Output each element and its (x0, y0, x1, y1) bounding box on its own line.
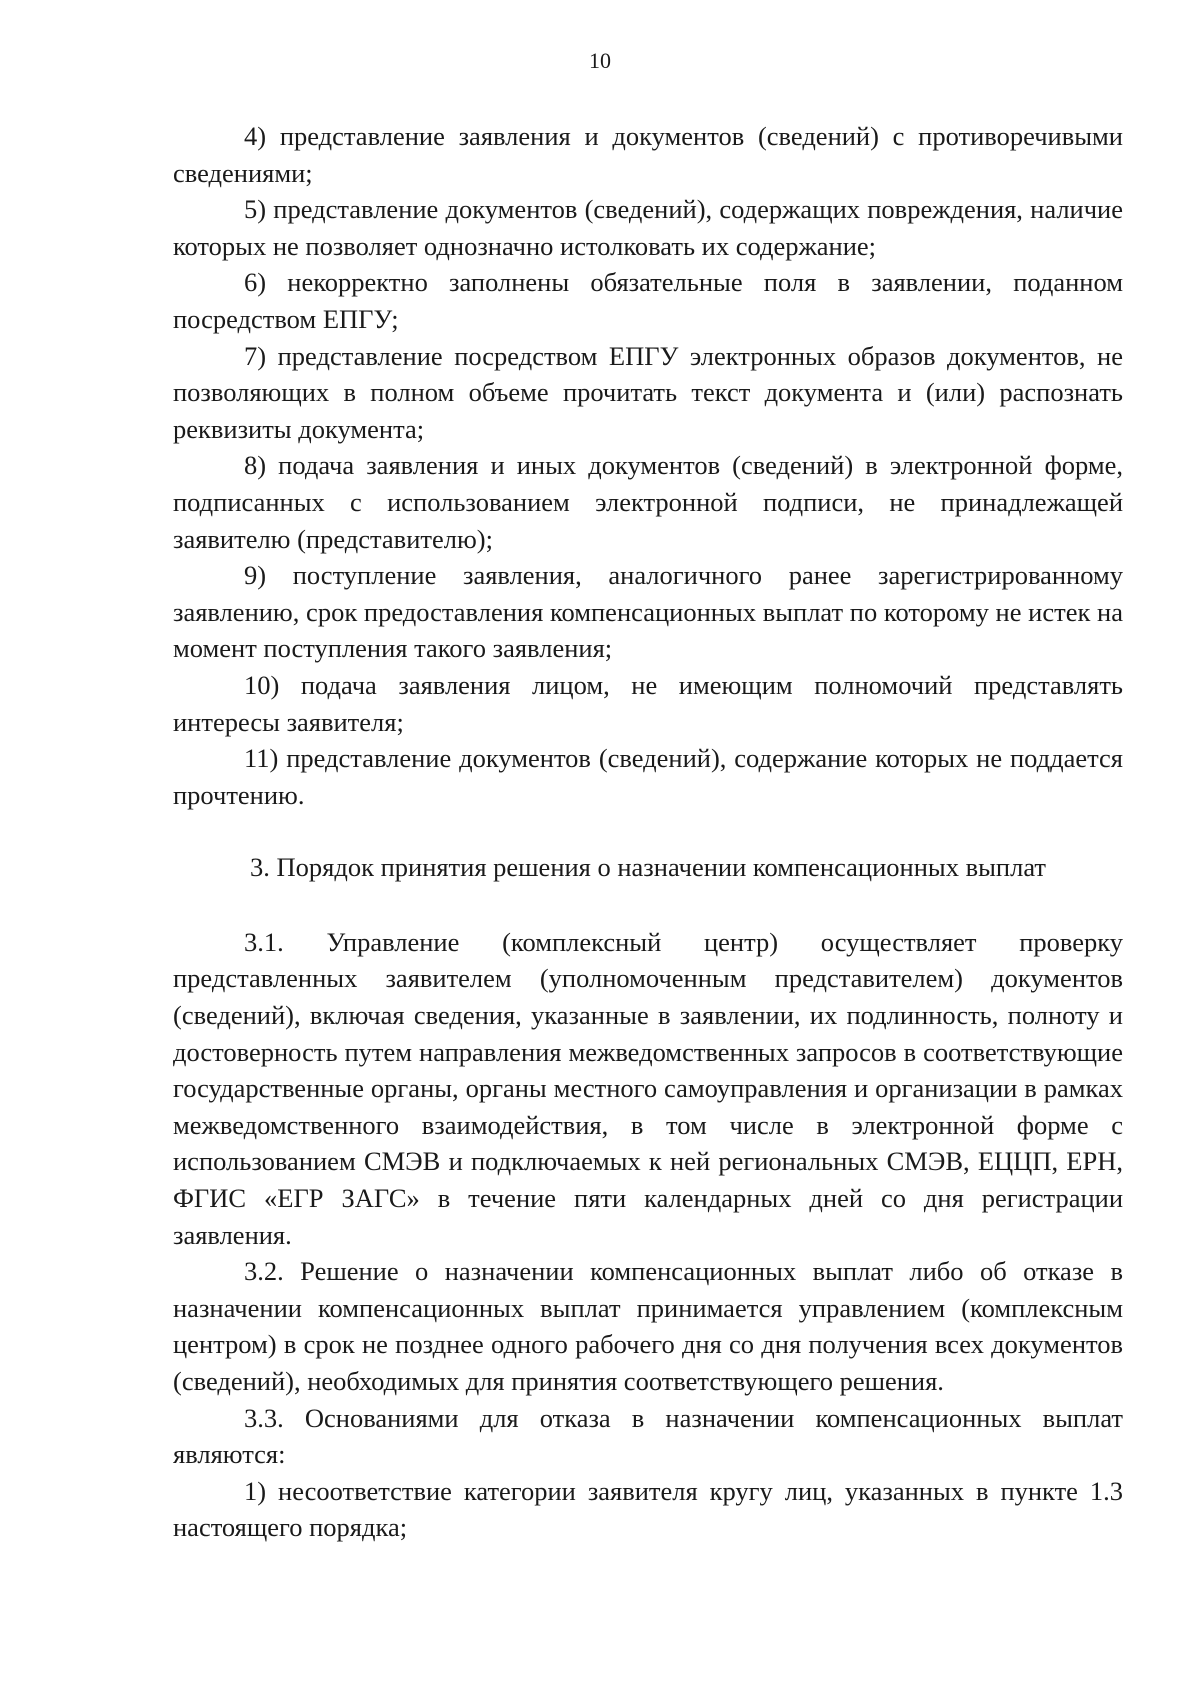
list-item: 1) несоответствие категории заявителя кругу лиц, указанных в пункте 1.3 настоящего порядка; (173, 1475, 1123, 1543)
document-body (173, 118, 1123, 1546)
paragraph-3-1: 3.1. Управление (комплексный центр) осуществляет проверку представленных заявителем (уполномоченным представителем) документов (сведений), включая сведения, указанные в заявлении, их подлинность, полноту и достоверность путем направления межведомственных запросов в соответствующие государственные органы, органы местного самоуправления и организации в рамках межведомственного взаимодействия, в том числе в электронной форме с использованием СМЭВ и подключаемых к ней региональных СМЭВ, ЕЦЦП, ЕРН, ФГИС «ЕГР ЗАГС» в течение пяти календарных дней со дня регистрации заявления. (173, 926, 1123, 1250)
list-item: 10) подача заявления лицом, не имеющим полномочий представлять интересы заявителя; (173, 669, 1123, 737)
list-item: 11) представление документов (сведений), содержание которых не поддается прочтению. (173, 743, 1123, 810)
list-item: 6) некорректно заполнены обязательные поля в заявлении, поданном посредством ЕПГУ; (173, 267, 1123, 334)
list-item: 4) представление заявления и документов (сведений) с противоречивыми сведениями; (173, 121, 1123, 188)
list-item: 5) представление документов (сведений), содержащих повреждения, наличие которых не позволяет однозначно истолковать их содержание; (173, 194, 1123, 261)
paragraph-3-2: 3.2. Решение о назначении компенсационных выплат либо об отказе в назначении компенсационных выплат принимается управлением (комплексным центром) в срок не позднее одного рабочего дня со дня получения всех документов (сведений), необходимых для принятия соответствующего решения. (173, 1256, 1123, 1396)
paragraph-3-3: 3.3. Основаниями для отказа в назначении компенсационных выплат являются: (173, 1402, 1123, 1470)
list-item: 8) подача заявления и иных документов (сведений) в электронной форме, подписанных с использованием электронной подписи, не принадлежащей заявителю (представителю); (173, 450, 1123, 554)
list-item: 7) представление посредством ЕПГУ электронных образов документов, не позволяющих в полном объеме прочитать текст документа и (или) распознать реквизиты документа; (173, 340, 1123, 444)
list-item: 9) поступление заявления, аналогичного ранее зарегистрированному заявлению, срок предоставления компенсационных выплат по которому не истек на момент поступления такого заявления; (173, 560, 1123, 664)
page-number: 10 (589, 48, 611, 73)
section-heading: 3. Порядок принятия решения о назначении компенсационных выплат (250, 852, 1046, 883)
